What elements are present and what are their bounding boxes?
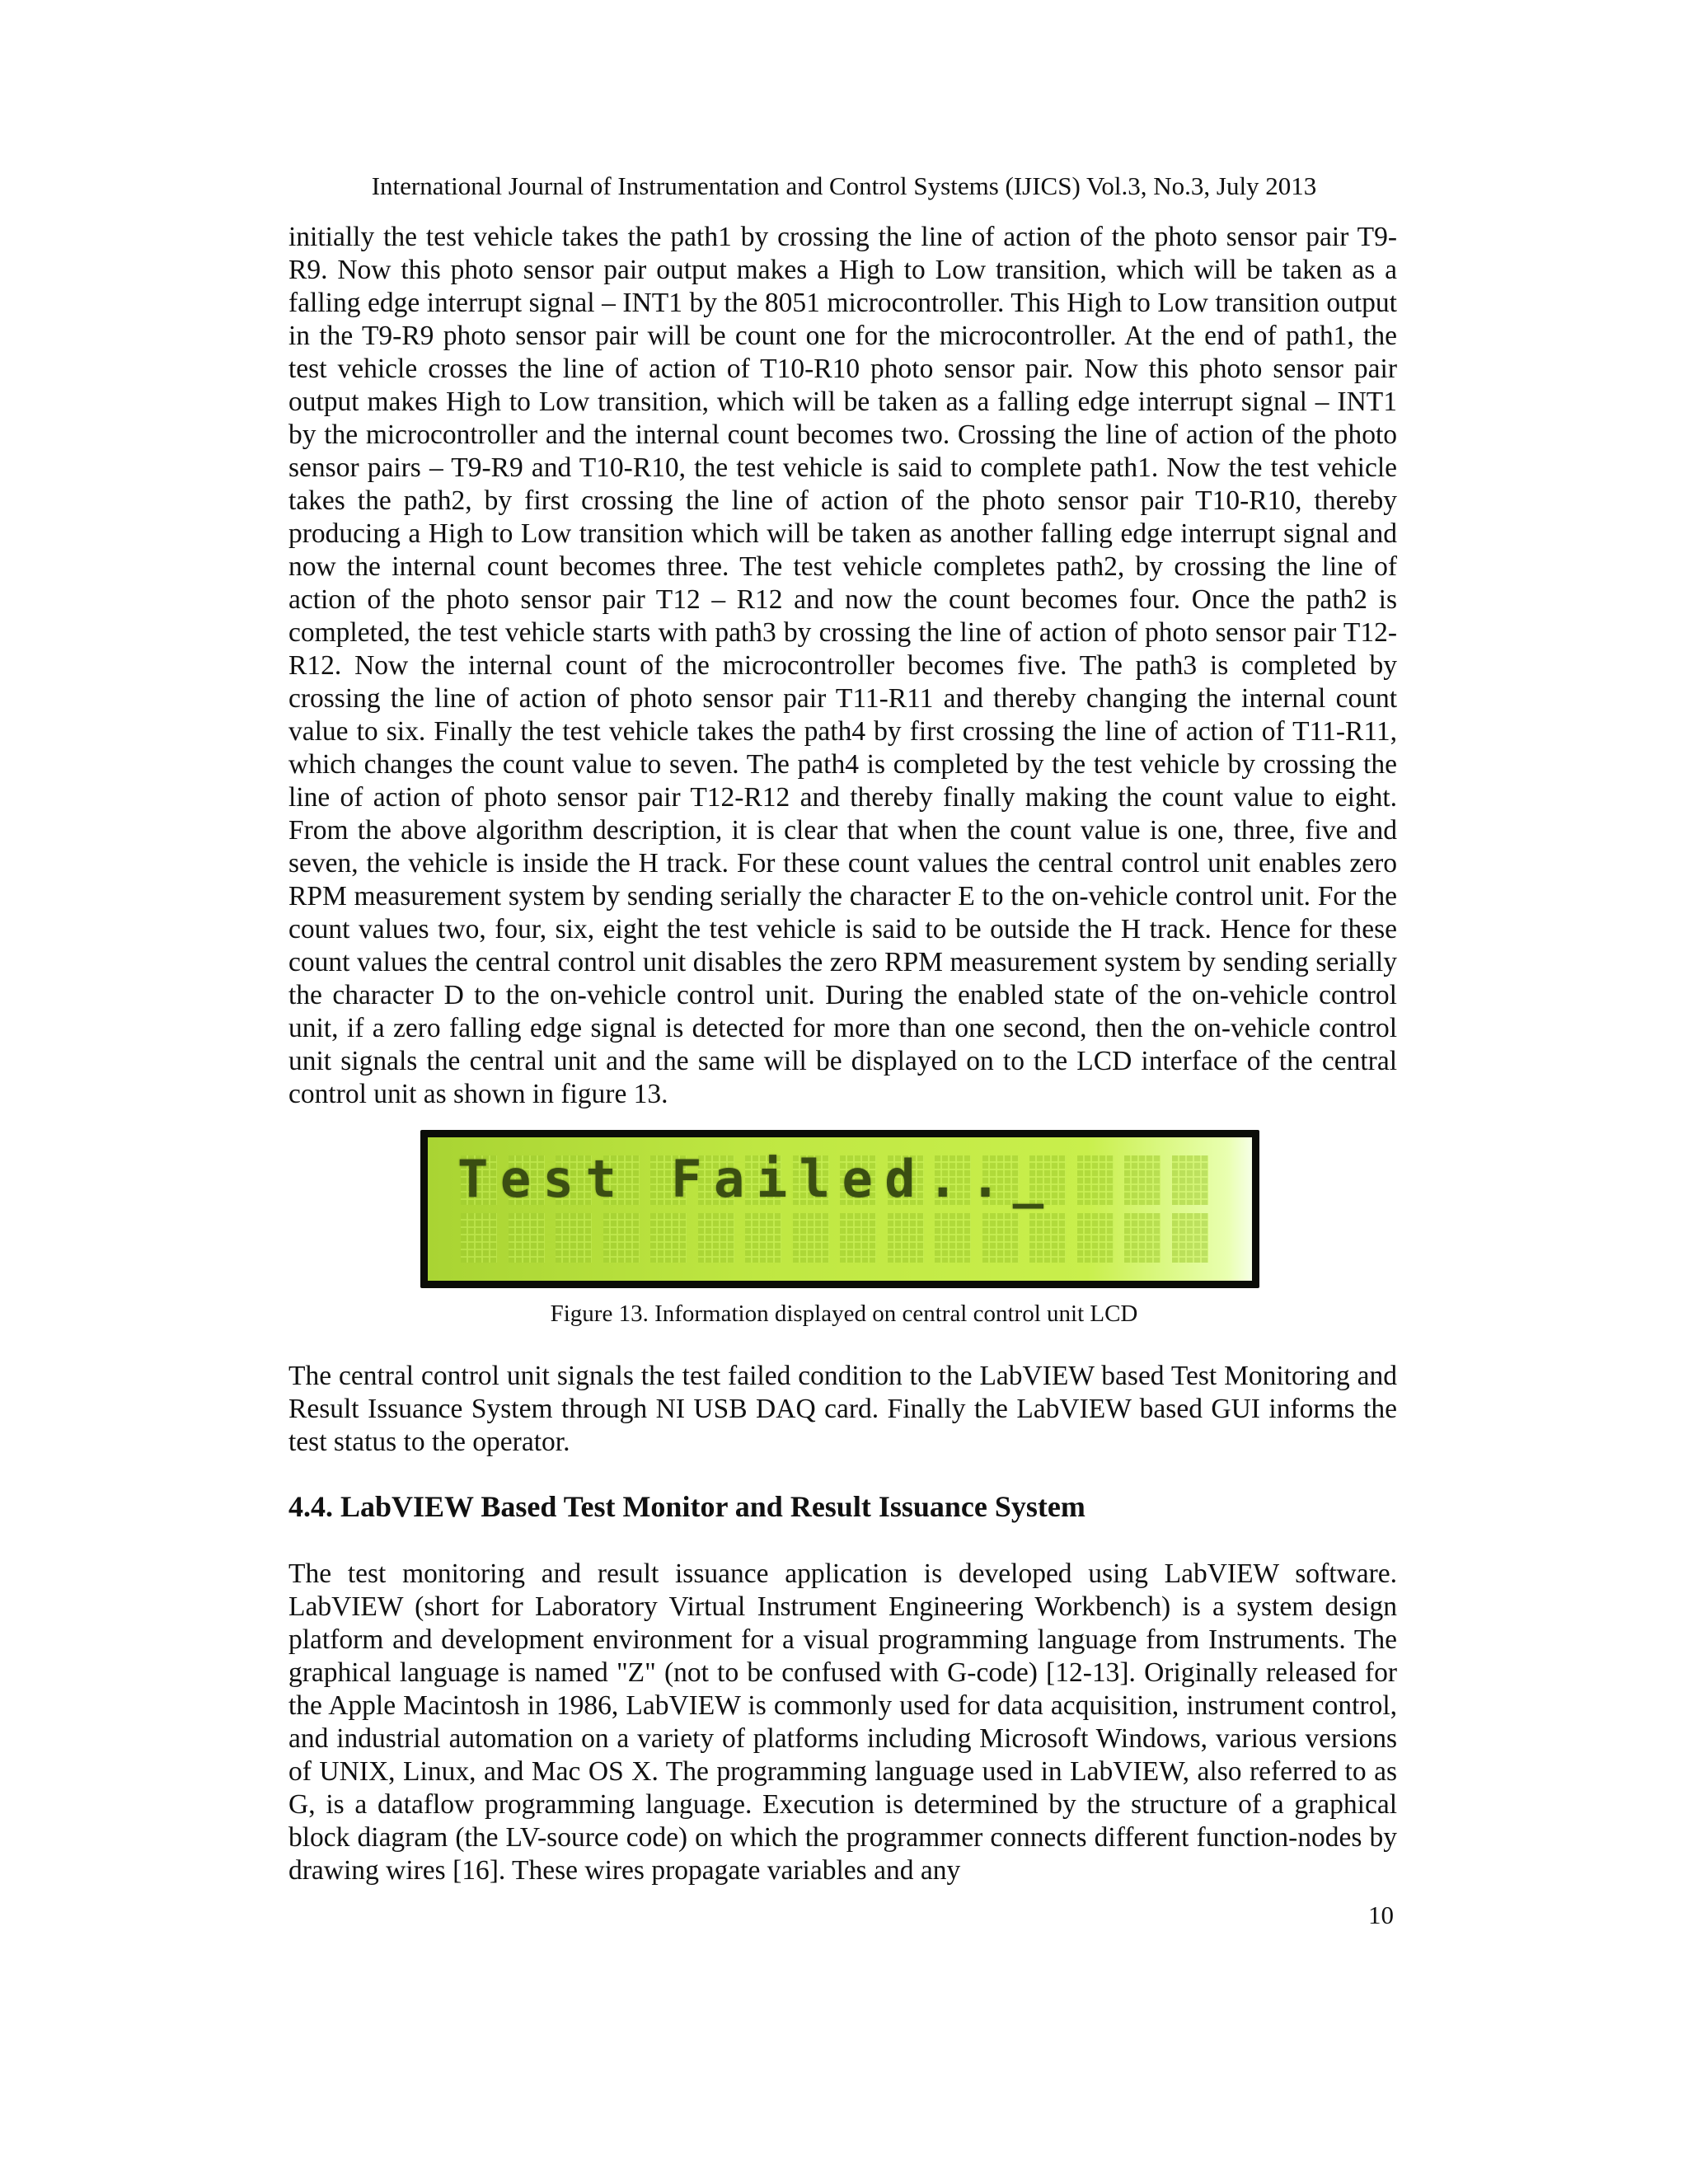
lcd-cell (1124, 1155, 1160, 1205)
body-paragraph-3: The test monitoring and result issuance application is developed using LabVIEW software. LabVIEW (short for Laboratory Virtual Instrument Engineering Workbench) is a system design platform and development environment for a visual programming language from Instruments. The graphical language is named "Z" (not to be confused with G-code) [12-13]. Originally released for the Apple Macintosh in 1986, LabVIEW is commonly used for data acquisition, instrument control, and industrial automation on a variety of platforms including Microsoft Windows, various versions of UNIX, Linux, and Mac OS X. The programming language used in LabVIEW, also referred to as G, is a dataflow programming language. Execution is determined by the structure of a graphical block diagram (the LV-source code) on which the programmer connects different function-nodes by drawing wires [16]. These wires propagate variables and any (288, 1558, 1397, 1886)
lcd-screen (428, 1137, 1252, 1281)
body-paragraph-1: initially the test vehicle takes the path1 by crossing the line of action of the photo sensor pair T9-R9. Now this photo sensor pair output makes a High to Low transition, which will be taken as a falling edge interrupt signal – INT1 by the 8051 microcontroller. This High to Low transition output in the T9-R9 photo sensor pair will be count one for the microcontroller. At the end of path1, the test vehicle crosses the line of action of T10-R10 photo sensor pair. Now this photo sensor pair output makes High to Low transition, which will be taken as a falling edge interrupt signal – INT1 by the microcontroller and the internal count becomes two. Crossing the line of action of the photo sensor pairs – T9-R9 and T10-R10, the test vehicle is said to complete path1. Now the test vehicle takes the path2, by first crossing the line of action of the photo sensor pair T10-R10, thereby producing a High to Low transition which will be taken as another falling edge interrupt signal and now the internal count becomes three. The test vehicle completes path2, by crossing the line of action of the photo sensor pair T12 – R12 and now the count becomes four. Once the path2 is completed, the test vehicle starts with path3 by crossing the line of action of photo sensor pair T12-R12. Now the internal count of the microcontroller becomes five. The path3 is completed by crossing the line of action of photo sensor pair T11-R11 and thereby changing the internal count value to six. Finally the test vehicle takes the path4 by first crossing the line of action of T11-R11, which changes the count value to seven. The path4 is completed by the test vehicle by crossing the line of action of photo sensor pair T12-R12 and thereby finally making the count value to eight. From the above algorithm description, it is clear that when the count value is one, three, five and seven, the vehicle is inside the H track. For these count values the central control unit enables zero RPM measurement system by sending serially the character E to the on-vehicle control unit. For the count values two, four, six, eight the test vehicle is said to be outside the H track. Hence for these count values the central control unit disables the zero RPM measurement system by sending serially the character D to the on-vehicle control unit. During the enabled state of the on-vehicle control unit, if a zero falling edge signal is detected for more than one second, then the on-vehicle control unit signals the central unit and the same will be displayed on to the LCD interface of the central control unit as shown in figure 13. (288, 222, 1397, 1109)
lcd-cell (1077, 1155, 1114, 1205)
section-heading: 4.4. LabVIEW Based Test Monitor and Result Issuance System (288, 1490, 1085, 1523)
lcd-figure (420, 1130, 1259, 1288)
lcd-cell (840, 1213, 876, 1263)
lcd-cell (698, 1213, 734, 1263)
body-paragraph-2: The central control unit signals the test failed condition to the LabVIEW based Test Monitoring and Result Issuance System through NI USB DAQ card. Finally the LabVIEW based GUI informs the test status to the operator. (288, 1361, 1397, 1457)
lcd-cell (509, 1213, 545, 1263)
lcd-display-text: Test Failed.._ (457, 1149, 1056, 1209)
lcd-cell (1077, 1213, 1114, 1263)
lcd-cell (935, 1213, 971, 1263)
running-header: International Journal of Instrumentation and Control Systems (IJICS) Vol.3, No.3, July 2013 (371, 171, 1317, 200)
lcd-cell (650, 1213, 687, 1263)
lcd-cell (603, 1213, 640, 1263)
lcd-cell (556, 1213, 592, 1263)
page-number: 10 (1368, 1900, 1394, 1929)
lcd-cell (793, 1213, 829, 1263)
lcd-cell (1124, 1213, 1160, 1263)
lcd-cell (982, 1213, 1019, 1263)
lcd-cell (1172, 1155, 1208, 1205)
lcd-cell (1029, 1213, 1066, 1263)
lcd-cell (888, 1213, 924, 1263)
lcd-cell (461, 1213, 497, 1263)
lcd-cell (1172, 1213, 1208, 1263)
figure-caption: Figure 13. Information displayed on central control unit LCD (550, 1301, 1138, 1327)
lcd-cell (745, 1213, 781, 1263)
